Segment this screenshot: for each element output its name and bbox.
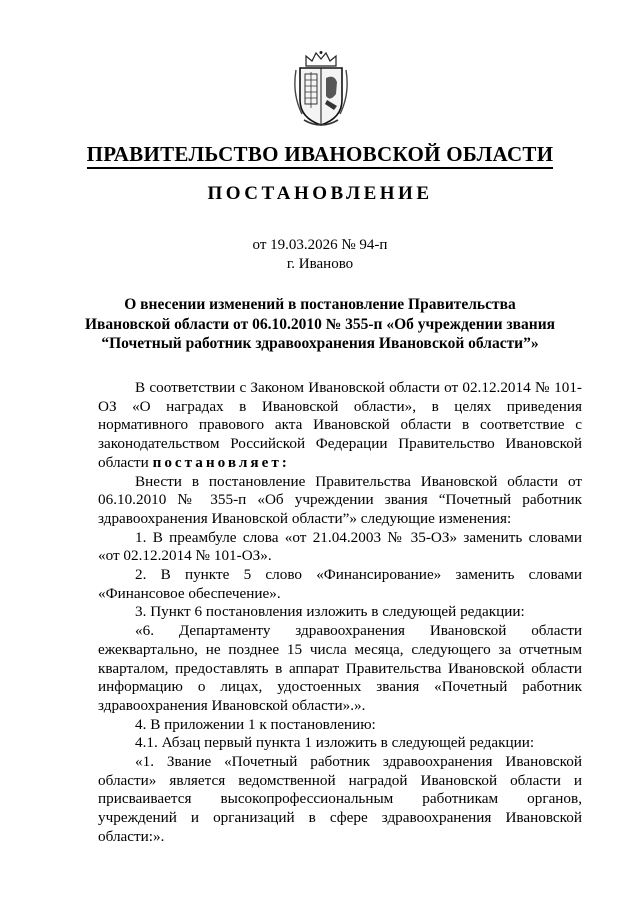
document-heading: [70, 295, 570, 354]
paragraph-item-1: 1. В преамбуле слова «от 21.04.2003 № 35-ОЗ» заменить словами «от 02.12.2014 № 101-ОЗ».: [98, 528, 582, 565]
document-type: ПОСТАНОВЛЕНИЕ: [207, 183, 433, 204]
document-city: г. Иваново: [286, 256, 354, 272]
document-meta: [0, 236, 640, 274]
heading-line-3: “Почетный работник здравоохранения Ивановской области”»: [101, 335, 539, 352]
paragraph-item-2: 2. В пункте 5 слово «Финансирование» заменить словами «Финансовое обеспечение».: [98, 566, 582, 602]
government-title: ПРАВИТЕЛЬСТВО ИВАНОВСКОЙ ОБЛАСТИ: [0, 142, 640, 167]
paragraph-item-4-1: 4.1. Абзац первый пункта 1 изложить в следующей редакции:: [135, 734, 535, 752]
heading-line-1: О внесении изменений в постановление Правительства: [124, 296, 516, 313]
document-date-number: от 19.03.2026 № 94-п: [252, 237, 388, 253]
paragraph-item-1-text: «1. Звание «Почетный работник здравоохранения Ивановской области» является ведомственной наградой Ивановской области и присваивается высокопрофессиональным работникам органов, учреждений и организаций в сфере здравоохранения Ивановской области:».: [98, 753, 582, 845]
document-body: [98, 379, 582, 847]
resolves-keyword: постановляет:: [152, 453, 290, 471]
paragraph-preamble: В соответствии с Законом Ивановской области от 02.12.2014 № 101-ОЗ «О наградах в Ивановской области», в целях приведения нормативного правового акта Ивановской области в соответствие с законодательством Российской Федерации Правительство Ивановской области постановляет:: [98, 379, 582, 471]
heading-line-2: Ивановской области от 06.10.2010 № 355-п «Об учреждении звания: [84, 315, 556, 333]
ivanovo-coat-of-arms-icon: [292, 50, 350, 128]
paragraph-item-4: 4. В приложении 1 к постановлению:: [135, 715, 376, 733]
paragraph-item-6-text: «6. Департаменту здравоохранения Ивановской области ежеквартально, не позднее 15 числа месяца, следующего за отчетным кварталом, предоставлять в аппарат Правительства Ивановской области информацию о лицах, удостоенных звания «Почетный работник здравоохранения Ивановской области».».: [98, 622, 582, 714]
paragraph-item-3: 3. Пункт 6 постановления изложить в следующей редакции:: [135, 603, 525, 621]
paragraph-intro: Внести в постановление Правительства Ивановской области от 06.10.2010 № 355-п «Об учреждении звания “Почетный работник здравоохранения Ивановской области”» следующие изменения:: [98, 472, 582, 527]
